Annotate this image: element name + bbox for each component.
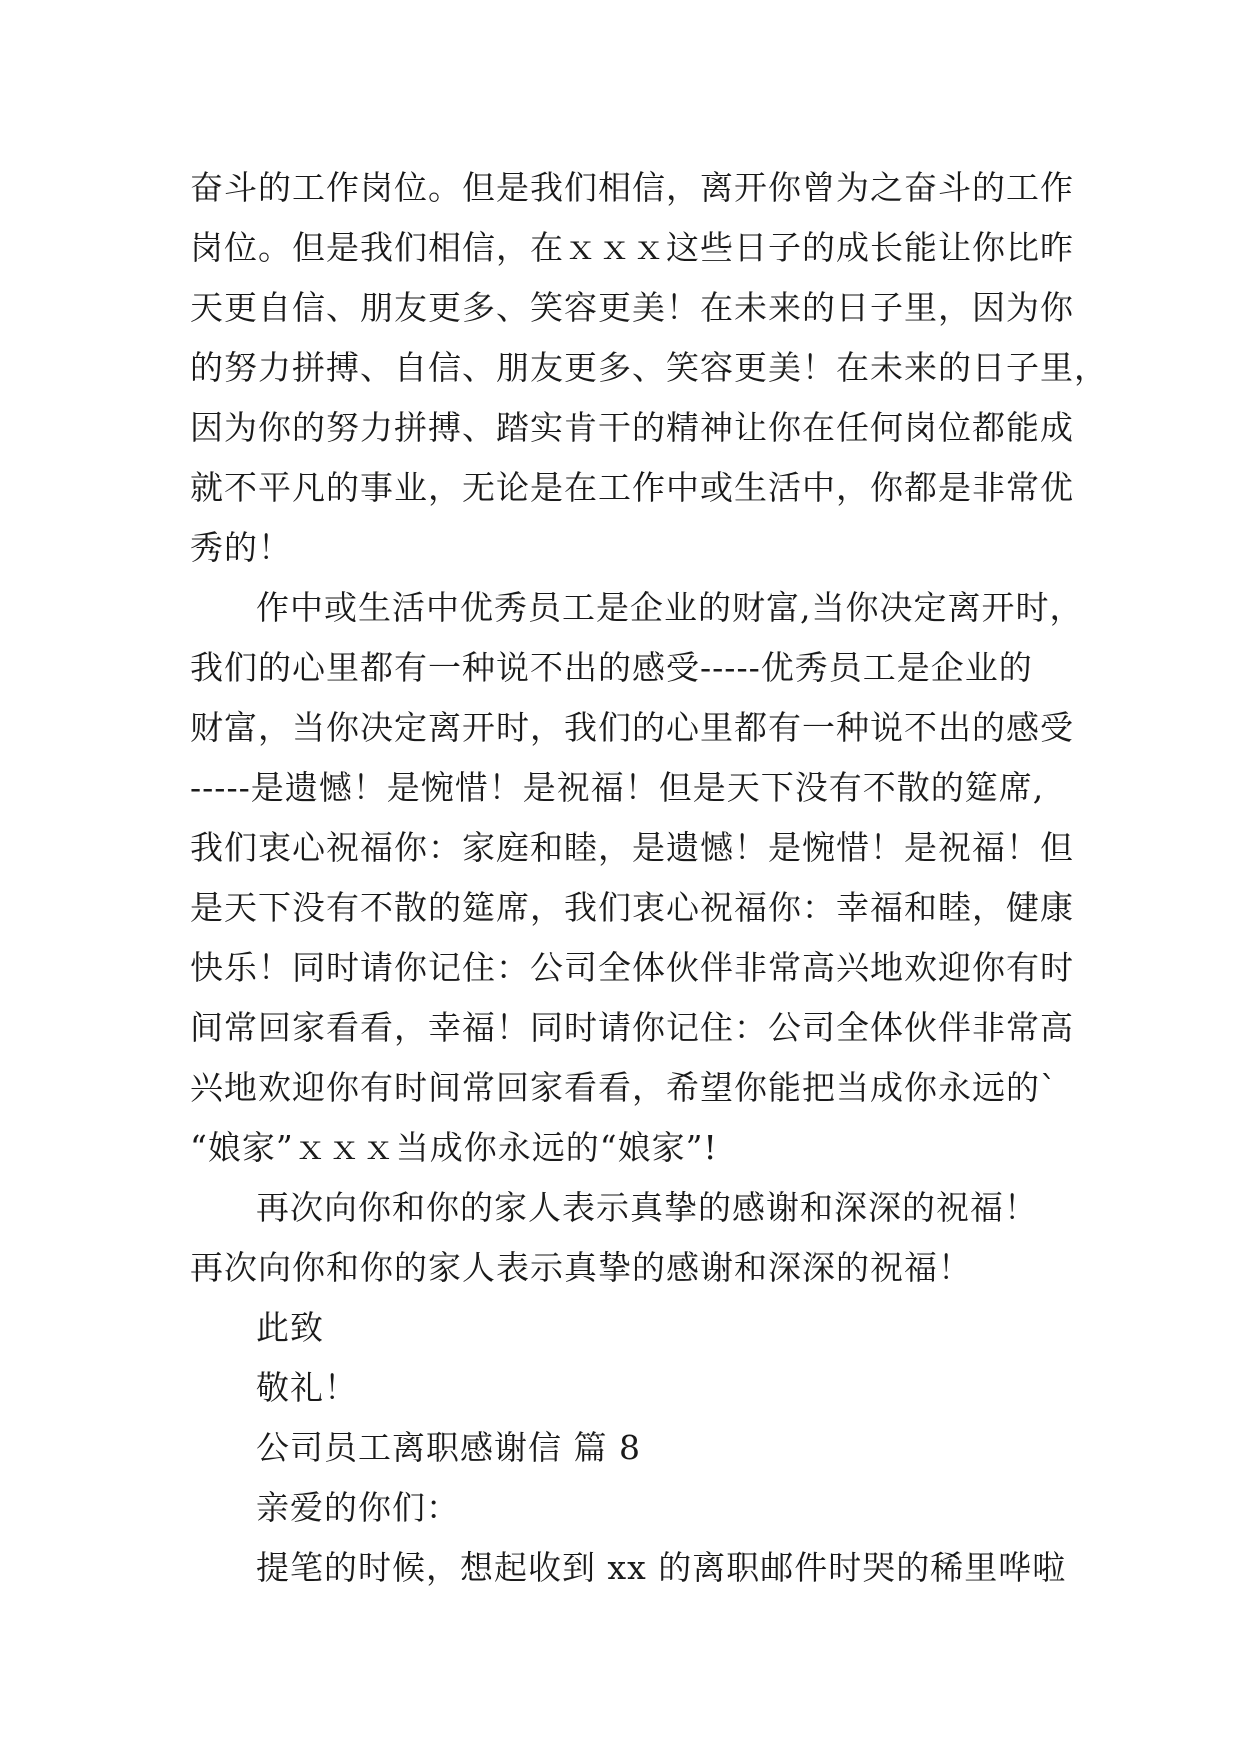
text-line: 是天下没有不散的筵席，我们衷心祝福你：幸福和睦，健康 bbox=[190, 888, 1074, 927]
closing-salutation: 此致 bbox=[256, 1308, 324, 1347]
text-line: 天更自信、朋友更多、笑容更美！在未来的日子里，因为你 bbox=[190, 288, 1074, 327]
text-line: 再次向你和你的家人表示真挚的感谢和深深的祝福！ bbox=[256, 1188, 1038, 1227]
closing-regards: 敬礼！ bbox=[256, 1368, 358, 1407]
text-line: 因为你的努力拼搏、踏实肯干的精神让你在任何岗位都能成 bbox=[190, 408, 1074, 447]
text-line: 兴地欢迎你有时间常回家看看，希望你能把当成你永远的` bbox=[190, 1068, 1058, 1107]
greeting: 亲爱的你们： bbox=[256, 1488, 460, 1527]
text-line: 快乐！同时请你记住：公司全体伙伴非常高兴地欢迎你有时 bbox=[190, 948, 1074, 987]
text-line: 财富，当你决定离开时，我们的心里都有一种说不出的感受 bbox=[190, 708, 1074, 747]
letter-body bbox=[190, 158, 1108, 1598]
text-line: 间常回家看看，幸福！同时请你记住：公司全体伙伴非常高 bbox=[190, 1008, 1074, 1047]
text-line: 奋斗的工作岗位。但是我们相信，离开你曾为之奋斗的工作 bbox=[190, 168, 1074, 207]
text-line: 我们衷心祝福你：家庭和睦，是遗憾！是惋惜！是祝福！但 bbox=[190, 828, 1074, 867]
section-heading: 公司员工离职感谢信 篇 8 bbox=[256, 1428, 641, 1467]
text-line: 我们的心里都有一种说不出的感受-----优秀员工是企业的 bbox=[190, 648, 1033, 687]
text-line: 岗位。但是我们相信，在ｘｘｘ这些日子的成长能让你比昨 bbox=[190, 228, 1074, 267]
text-line: 秀的！ bbox=[190, 528, 292, 567]
text-line: 再次向你和你的家人表示真挚的感谢和深深的祝福！ bbox=[190, 1248, 972, 1287]
text-line: “娘家”ｘｘｘ当成你永远的“娘家”! bbox=[190, 1128, 718, 1167]
text-line: 的努力拼搏、自信、朋友更多、笑容更美！在未来的日子里， bbox=[190, 348, 1108, 387]
text-line: 提笔的时候，想起收到 xx 的离职邮件时哭的稀里哗啦 bbox=[256, 1548, 1067, 1587]
text-line: 作中或生活中优秀员工是企业的财富,当你决定离开时， bbox=[256, 588, 1084, 627]
text-line: 就不平凡的事业，无论是在工作中或生活中，你都是非常优 bbox=[190, 468, 1074, 507]
text-line: -----是遗憾！是惋惜！是祝福！但是天下没有不散的筵席, bbox=[190, 768, 1045, 807]
